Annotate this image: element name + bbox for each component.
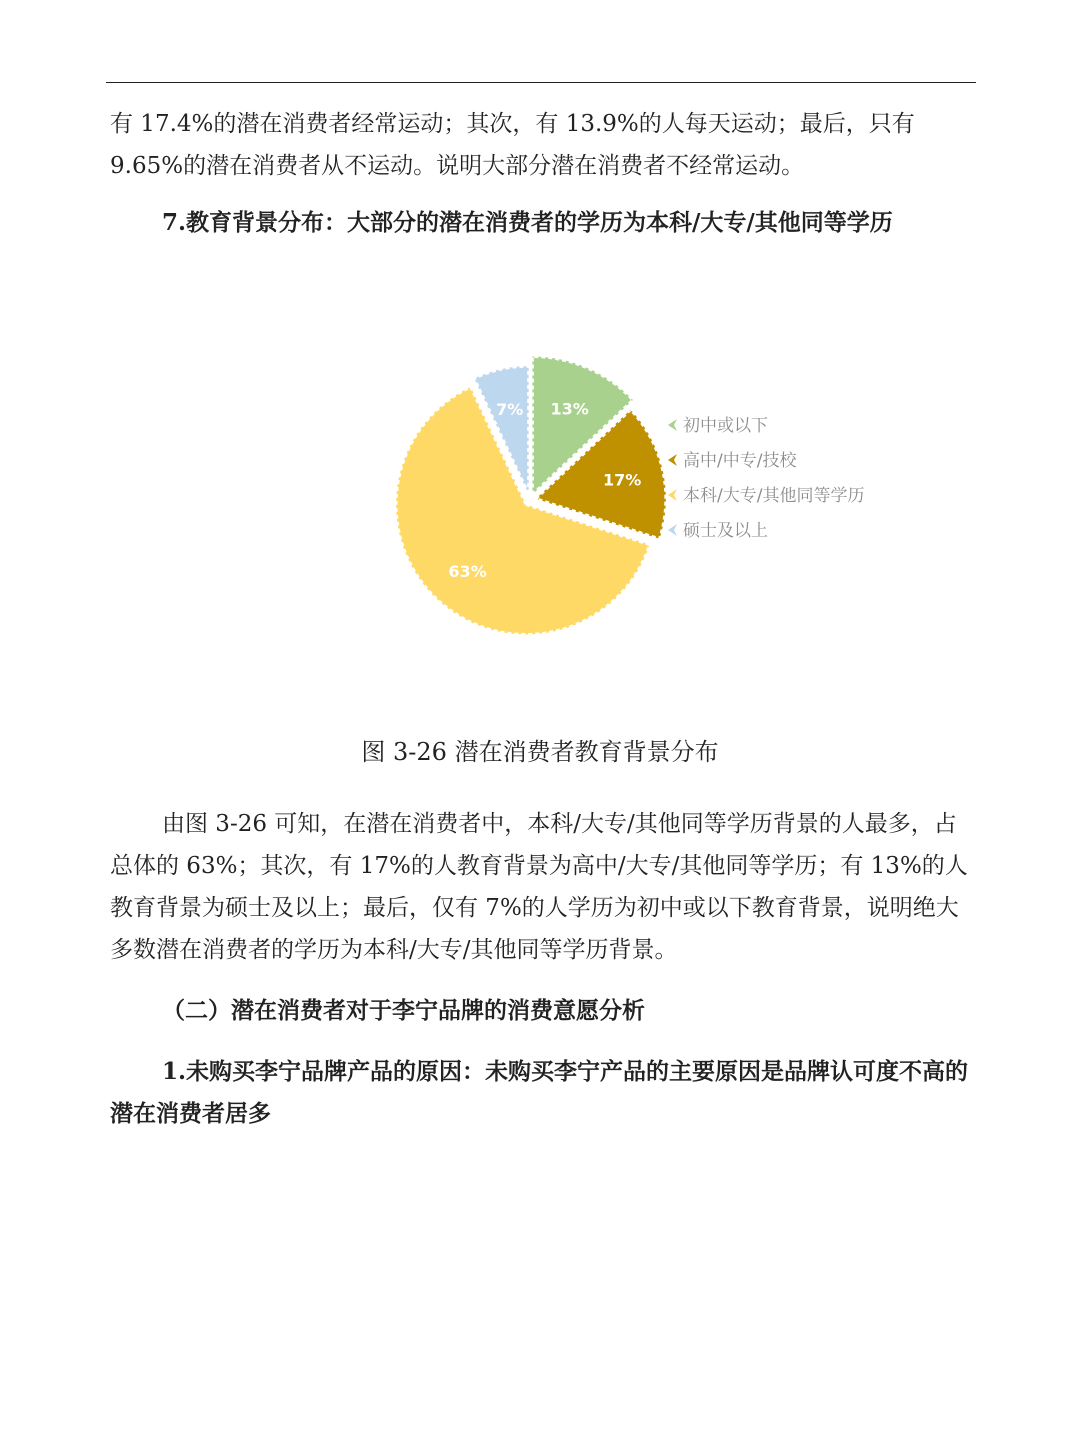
- legend-label-bachelor: 本科/大专/其他同等学历: [683, 486, 865, 506]
- legend-marker-master: [668, 524, 677, 536]
- legend-marker-high-school: [668, 454, 677, 466]
- slice-label-master: 7%: [496, 400, 524, 420]
- heading-reasons: 1.未购买李宁品牌产品的原因：未购买李宁产品的主要原因是品牌认可度不高的潜在消费者居多: [110, 1058, 969, 1127]
- figure-caption: 图 3-26 潜在消费者教育背景分布: [361, 738, 719, 766]
- legend-label-high-school: 高中/中专/技校: [683, 451, 797, 471]
- heading-education: 7.教育背景分布：大部分的潜在消费者的学历为本科/大专/其他同等学历: [162, 209, 893, 236]
- chart-legend: [668, 416, 864, 541]
- legend-marker-bachelor: [668, 489, 677, 501]
- section-heading-2: （二）潜在消费者对于李宁品牌的消费意愿分析: [162, 997, 645, 1024]
- slice-label-high-school: 17%: [602, 470, 642, 490]
- analysis-paragraph: 由图 3-26 可知，在潜在消费者中，本科/大专/其他同等学历背景的人最多，占总体的 63%；其次，有 17%的人教育背景为高中/大专/其他同等学历；有 13%的人教育背景为硕士及以上；最后，仅有 7%的人学历为初中或以下教育背景，说明绝大多数潜在消费者的学历为本科/大专/其他同等学历背景。: [110, 811, 968, 963]
- legend-label-master: 硕士及以上: [683, 521, 768, 541]
- slice-label-junior-high: 13%: [550, 399, 589, 419]
- intro-line-1: 有 17.4%的潜在消费者经常运动；其次，有 13.9%的人每天运动；最后，只有: [110, 111, 915, 137]
- pie-slices: [396, 356, 666, 634]
- legend-marker-junior-high: [668, 419, 677, 431]
- legend-label-junior-high: 初中或以下: [683, 416, 768, 436]
- slice-label-bachelor: 63%: [448, 561, 487, 581]
- intro-line-2: 9.65%的潜在消费者从不运动。说明大部分潜在消费者不经常运动。: [110, 153, 805, 179]
